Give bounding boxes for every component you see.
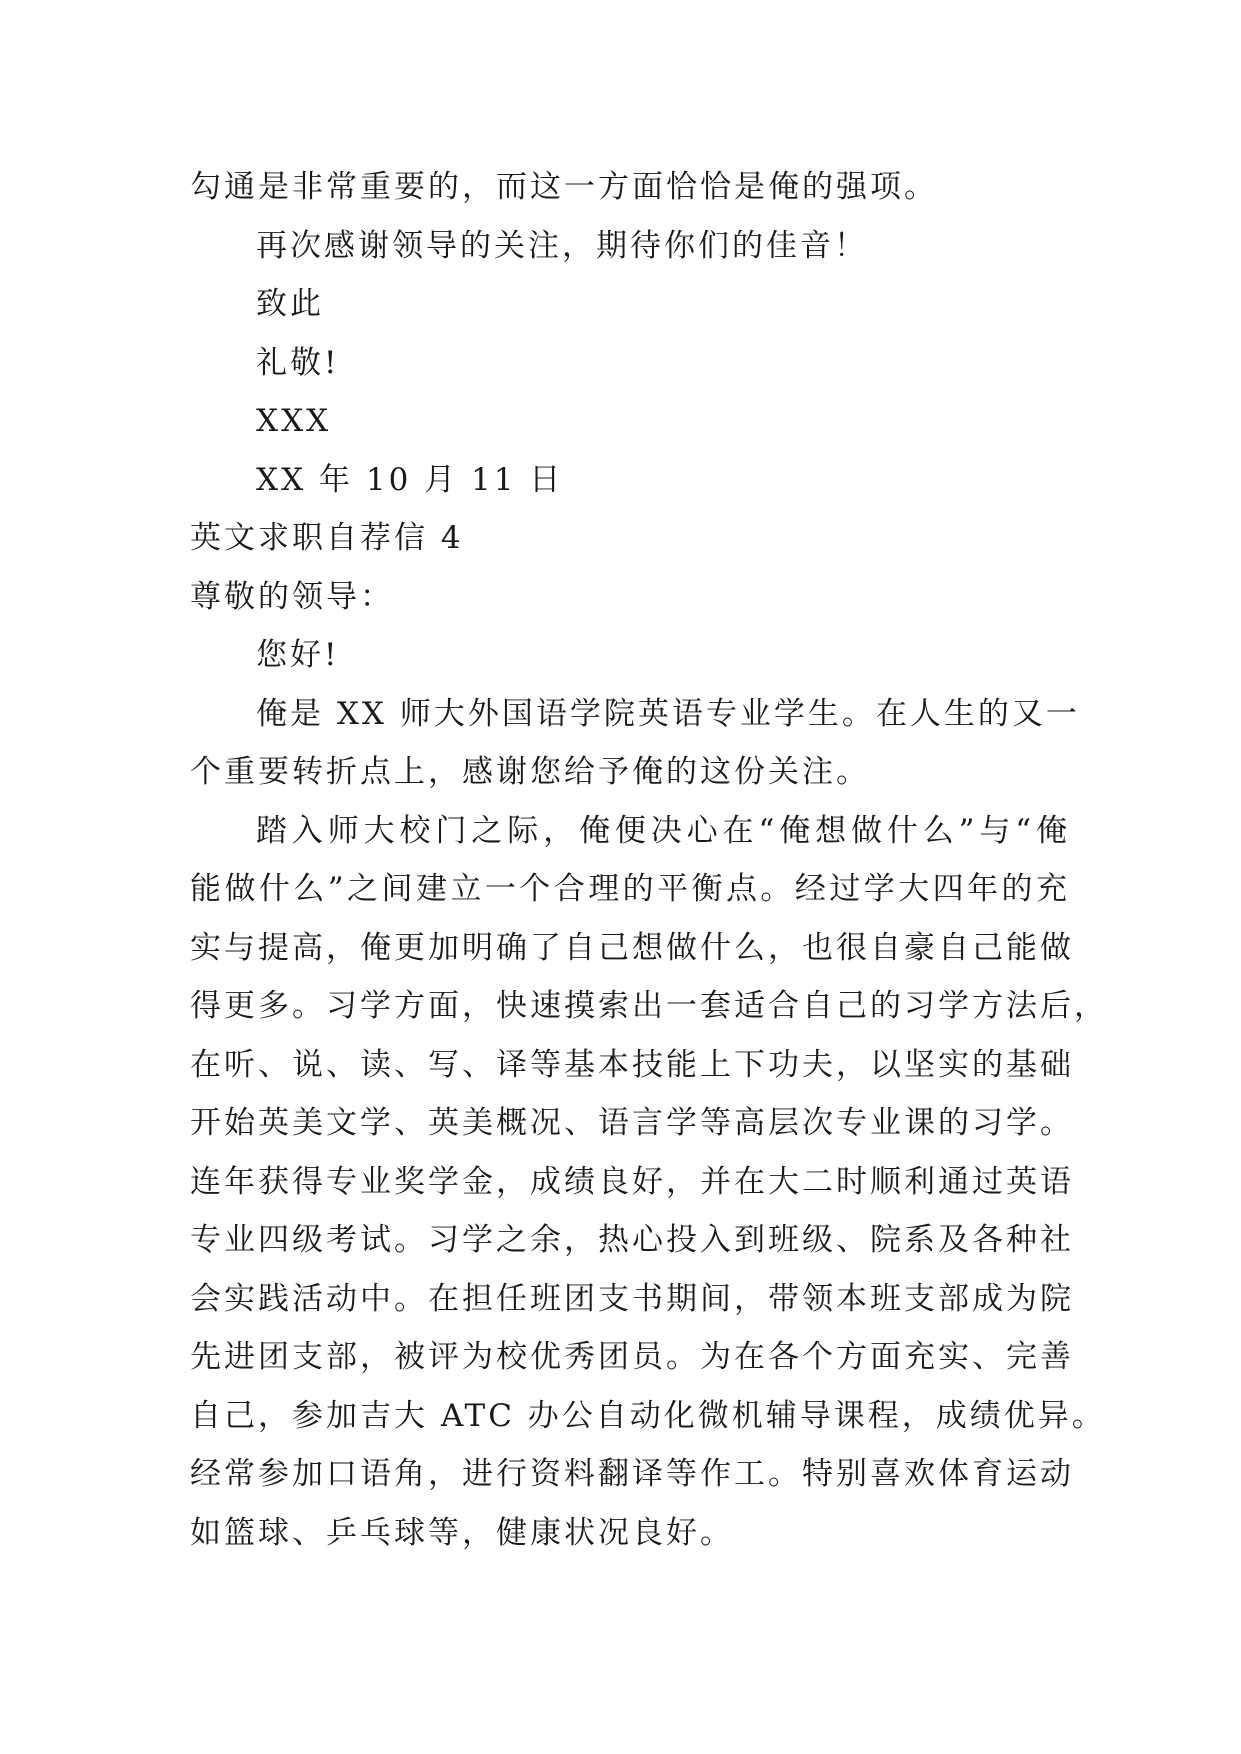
para2-line: 先进团支部，被评为校优秀团员。为在各个方面充实、完善 <box>190 1339 1074 1375</box>
salutation: 尊敬的领导： <box>190 578 394 615</box>
para2-line: 连年获得专业奖学金，成绩良好，并在大二时顺利通过英语 <box>190 1163 1074 1200</box>
para2-line: 专业四级考试。习学之余，热心投入到班级、院系及各种社 <box>190 1222 1074 1258</box>
section-title: 英文求职自荐信 4 <box>190 520 464 556</box>
para2-line: 开始英美文学、英美概况、语言学等高层次专业课的习学。 <box>190 1105 1074 1141</box>
greeting: 您好! <box>256 637 340 673</box>
date: XX 年 10 月 11 日 <box>256 461 564 498</box>
para1-line: 俺是 XX 师大外国语学院英语专业学生。在人生的又一 <box>256 695 1080 732</box>
closing-lijing: 礼敬! <box>256 344 340 381</box>
para2-line: 实与提高，俺更加明确了自己想做什么，也很自豪自己能做 <box>190 929 1074 966</box>
para2-line: 经常参加口语角，进行资料翻译等作工。特别喜欢体育运动 <box>190 1456 1074 1492</box>
para2-line: 得更多。习学方面，快速摸索出一套适合自己的习学方法后， <box>190 988 1108 1024</box>
letter-page <box>190 158 1108 1562</box>
signature: XXX <box>256 403 332 439</box>
para2-line: 如篮球、乒乓球等，健康状况良好。 <box>190 1514 734 1551</box>
continuation-line: 勾通是非常重要的，而这一方面恰恰是俺的强项。 <box>190 169 938 205</box>
para2-line: 踏入师大校门之际，俺便决心在“俺想做什么”与“俺 <box>256 812 1070 849</box>
para2-line: 在听、说、读、写、译等基本技能上下功夫，以坚实的基础 <box>190 1046 1074 1083</box>
closing-zhici: 致此 <box>256 286 324 322</box>
para2-line: 自己，参加吉大 ATC 办公自动化微机辅导课程，成绩优异。 <box>190 1397 1106 1434</box>
para1-line: 个重要转折点上，感谢您给予俺的这份关注。 <box>190 754 870 790</box>
para2-line: 会实践活动中。在担任班团支书期间，带领本班支部成为院 <box>190 1280 1074 1317</box>
thanks-line: 再次感谢领导的关注，期待你们的佳音！ <box>256 227 868 264</box>
para2-line: 能做什么”之间建立一个合理的平衡点。经过学大四年的充 <box>190 871 1070 907</box>
